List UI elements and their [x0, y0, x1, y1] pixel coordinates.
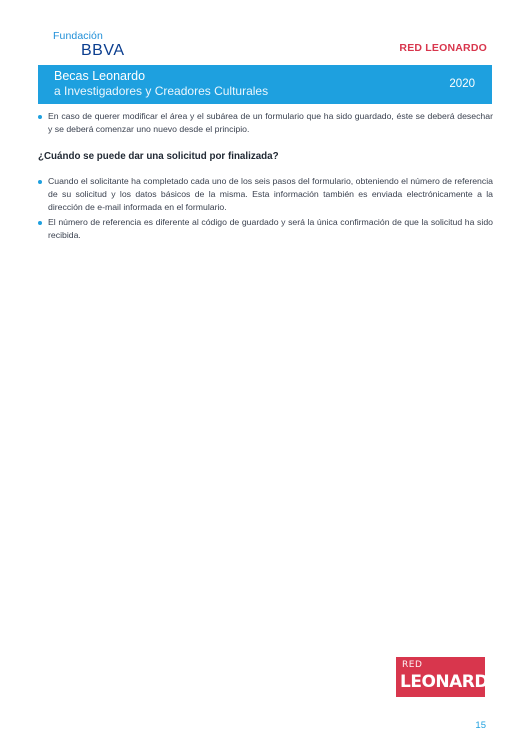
section-heading: ¿Cuándo se puede dar una solicitud por finalizada? [38, 151, 279, 162]
list-item [38, 216, 493, 242]
logo-red-text: RED [402, 660, 423, 670]
bullet-icon [38, 221, 42, 225]
page-number: 15 [475, 720, 486, 731]
banner-year: 2020 [449, 78, 475, 90]
fundacion-bbva-logo [53, 30, 125, 59]
red-leonardo-logo [396, 657, 502, 697]
title-banner [38, 65, 492, 104]
red-leonardo-label: RED LEONARDO [399, 42, 487, 54]
logo-bbva-text: BBVA [81, 42, 125, 59]
bullet-icon [38, 115, 42, 119]
logo-fundacion-text: Fundación [53, 30, 103, 42]
page-content [38, 110, 493, 242]
banner-title: Becas Leonardo [54, 69, 146, 83]
list-item [38, 175, 493, 214]
banner-subtitle: a Investigadores y Creadores Culturales [54, 84, 269, 98]
list-item [38, 110, 493, 136]
list-item-text: Cuando el solicitante ha completado cada uno de los seis pasos del formulario, obteniendo el número de referencia de su solicitud y los datos básicos de la misma. Esta información también es enviada electrónicamente a la dirección de e-mail informada en el formulario. [48, 176, 493, 212]
list-item-text: En caso de querer modificar el área y el subárea de un formulario que ha sido guardado, éste se deberá desechar y se deberá comenzar uno nuevo desde el principio. [48, 111, 493, 134]
bullet-icon [38, 180, 42, 184]
list-item-text: El número de referencia es diferente al código de guardado y será la única confirmación de que la solicitud ha sido recibida. [48, 217, 493, 240]
logo-leonardo-text: LEONARDO [400, 672, 502, 692]
